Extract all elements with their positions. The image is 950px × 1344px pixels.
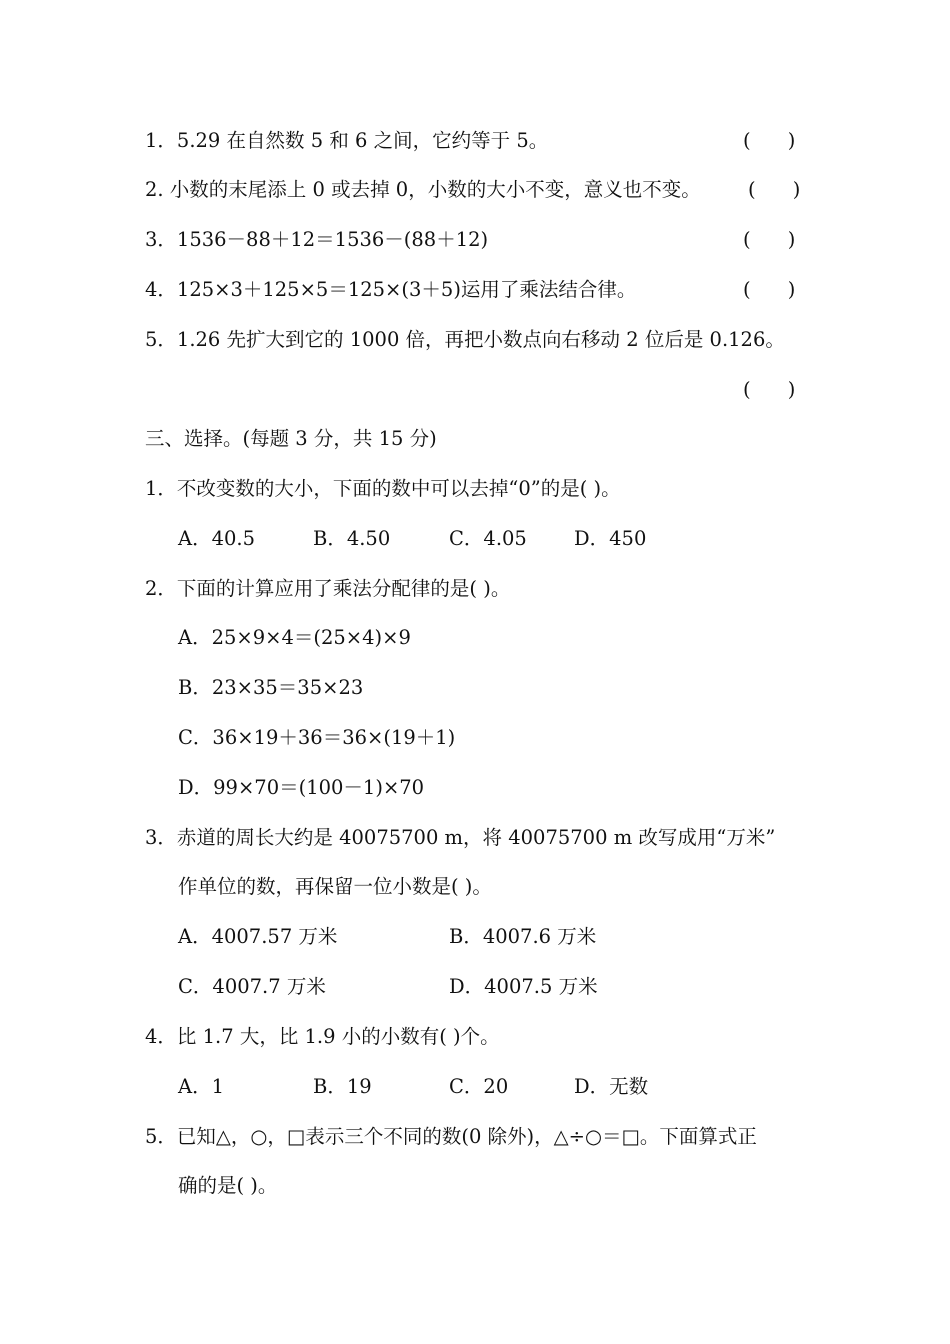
judge-item-3-answer-paren[interactable]: ( ) [743, 228, 796, 251]
q4-option-a: A．1 [178, 1075, 224, 1098]
q3-option-b: B．4007.6 万米 [449, 925, 597, 948]
judge-item-2: 2. 小数的末尾添上 0 或去掉 0，小数的大小不变，意义也不变。 [145, 178, 701, 201]
choice-question-1: 1．不改变数的大小，下面的数中可以去掉“0”的是( )。 [145, 477, 621, 500]
judge-item-4-answer-paren[interactable]: ( ) [743, 278, 796, 301]
choice-question-3-line-1: 3．赤道的周长大约是 40075700 m，将 40075700 m 改写成用“万米” [145, 826, 776, 849]
q1-option-a: A．40.5 [178, 527, 256, 550]
choice-question-2: 2．下面的计算应用了乘法分配律的是( )。 [145, 577, 511, 600]
judge-item-2-answer-paren[interactable]: ( ) [748, 178, 801, 201]
section-title-choice: 三、选择。(每题 3 分，共 15 分) [145, 427, 437, 450]
q4-option-b: B．19 [313, 1075, 372, 1098]
judge-item-5-answer-paren[interactable]: ( ) [743, 378, 796, 401]
q1-option-c: C．4.05 [449, 527, 527, 550]
judge-item-3: 3．1536－88＋12＝1536－(88＋12) [145, 228, 489, 251]
choice-question-5-line-2: 确的是( )。 [178, 1174, 278, 1197]
choice-question-5-line-1: 5．已知△，○，□表示三个不同的数(0 除外)，△÷○＝□。下面算式正 [145, 1125, 757, 1148]
choice-question-3-line-2: 作单位的数，再保留一位小数是( )。 [178, 875, 492, 898]
q2-option-b: B．23×35＝35×23 [178, 676, 364, 699]
q3-option-a: A．4007.57 万米 [178, 925, 338, 948]
q1-option-d: D．450 [574, 527, 647, 550]
q1-option-b: B．4.50 [313, 527, 391, 550]
q2-option-c: C．36×19＋36＝36×(19＋1) [178, 726, 456, 749]
q2-option-a: A．25×9×4＝(25×4)×9 [178, 626, 411, 649]
q3-option-d: D．4007.5 万米 [449, 975, 598, 998]
q4-option-c: C．20 [449, 1075, 509, 1098]
judge-item-5: 5．1.26 先扩大到它的 1000 倍，再把小数点向右移动 2 位后是 0.126。 [145, 328, 785, 351]
q4-option-d: D．无数 [574, 1075, 649, 1098]
choice-question-4: 4．比 1.7 大，比 1.9 小的小数有( )个。 [145, 1025, 500, 1048]
q2-option-d: D．99×70＝(100－1)×70 [178, 776, 425, 799]
judge-item-1: 1．5.29 在自然数 5 和 6 之间，它约等于 5。 [145, 129, 549, 152]
judge-item-4: 4．125×3＋125×5＝125×(3＋5)运用了乘法结合律。 [145, 278, 637, 301]
judge-item-1-answer-paren[interactable]: ( ) [743, 129, 796, 152]
q3-option-c: C．4007.7 万米 [178, 975, 326, 998]
